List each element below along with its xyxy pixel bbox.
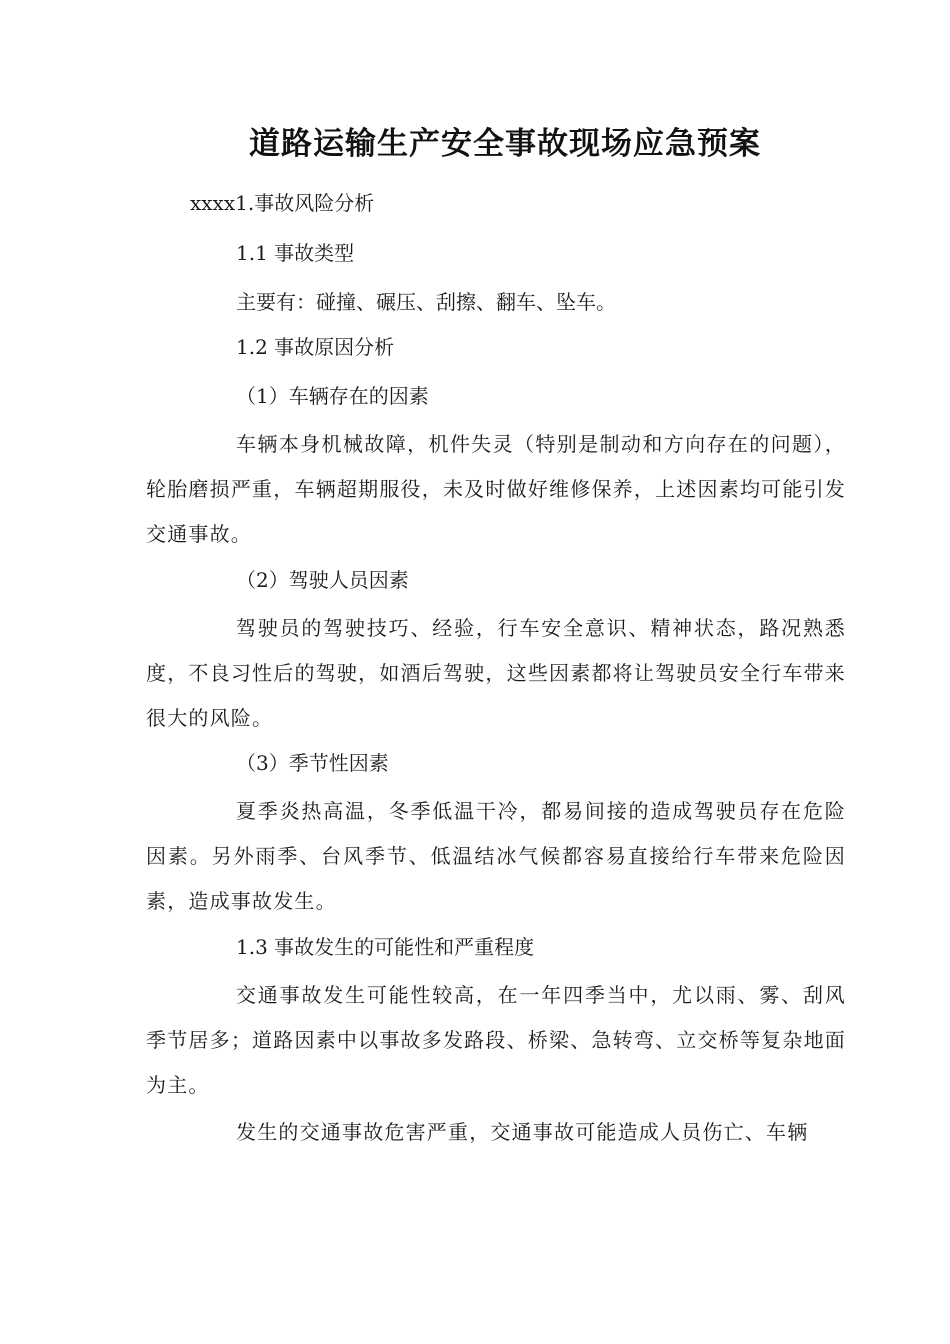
- item-heading-seasonal-factors: （3）季节性因素: [236, 751, 389, 775]
- item-heading-driver-factors: （2）驾驶人员因素: [236, 568, 409, 592]
- accident-types-text: 主要有：碰撞、碾压、刮擦、翻车、坠车。: [236, 290, 616, 314]
- paragraph-severity: 发生的交通事故危害严重，交通事故可能造成人员伤亡、车辆: [236, 1120, 809, 1144]
- item-heading-vehicle-factors: （1）车辆存在的因素: [236, 384, 429, 408]
- paragraph-possibility: 交通事故发生可能性较高，在一年四季当中，尤以雨、雾、刮风季节居多；道路因素中以事故多发路段、桥梁、急转弯、立交桥等复杂地面为主。: [146, 983, 846, 1097]
- paragraph-driver-factors: 驾驶员的驾驶技巧、经验，行车安全意识、精神状态，路况熟悉度，不良习性后的驾驶，如酒后驾驶，这些因素都将让驾驶员安全行车带来很大的风险。: [146, 616, 846, 730]
- section-heading-risk-analysis: xxxx1.事故风险分析: [190, 191, 375, 215]
- subheading-cause-analysis: 1.2 事故原因分析: [236, 335, 395, 359]
- paragraph-seasonal-factors: 夏季炎热高温，冬季低温干冷，都易间接的造成驾驶员存在危险因素。另外雨季、台风季节、低温结冰气候都容易直接给行车带来危险因素，造成事故发生。: [146, 799, 846, 913]
- paragraph-vehicle-factors: 车辆本身机械故障，机件失灵（特别是制动和方向存在的问题），轮胎磨损严重，车辆超期服役，未及时做好维修保养，上述因素均可能引发交通事故。: [146, 432, 846, 546]
- subheading-possibility-severity: 1.3 事故发生的可能性和严重程度: [236, 935, 535, 959]
- document-title: 道路运输生产安全事故现场应急预案: [249, 126, 761, 162]
- subheading-accident-types: 1.1 事故类型: [236, 241, 355, 265]
